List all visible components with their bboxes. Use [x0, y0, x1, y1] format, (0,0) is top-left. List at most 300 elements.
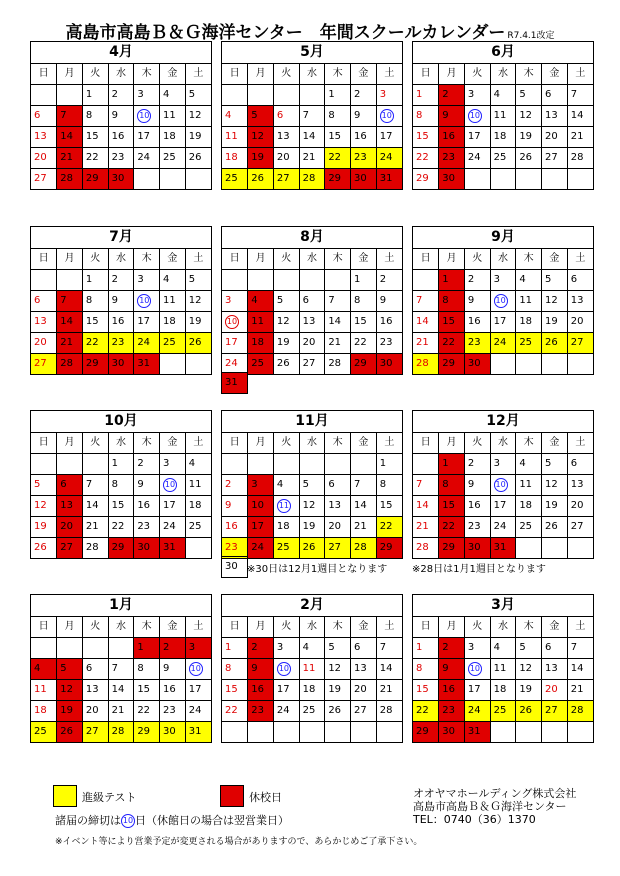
day-cell: 19	[31, 517, 57, 538]
day-cell	[567, 169, 593, 190]
weekday-header: 火	[273, 617, 299, 638]
day-cell	[299, 722, 325, 743]
day-cell: 4	[490, 85, 516, 106]
weekday-header: 金	[160, 249, 186, 270]
day-cell: 13	[299, 312, 325, 333]
day-cell: 3	[134, 270, 160, 291]
day-cell: 2	[439, 85, 465, 106]
day-cell: 3	[490, 454, 516, 475]
month-header: 3月	[413, 595, 593, 617]
day-cell: 8	[439, 475, 465, 496]
day-cell: 29	[413, 169, 439, 190]
weekday-header: 木	[325, 249, 351, 270]
day-cell: 20	[273, 148, 299, 169]
day-cell: 17	[464, 127, 490, 148]
day-cell	[160, 354, 186, 375]
day-cell: 22	[82, 148, 108, 169]
day-cell: 1	[413, 638, 439, 659]
day-cell	[31, 85, 57, 106]
day-cell	[185, 538, 211, 559]
day-cell: 16	[439, 680, 465, 701]
day-cell: 1	[376, 454, 402, 475]
day-cell: 7	[325, 291, 351, 312]
day-cell: 8	[82, 106, 108, 127]
weekday-header: 土	[376, 64, 402, 85]
day-cell: 8	[351, 291, 377, 312]
month-calendar	[221, 594, 403, 743]
day-cell: 27	[567, 333, 593, 354]
day-cell: 7	[299, 106, 325, 127]
weekday-header: 火	[273, 249, 299, 270]
day-cell: 8	[413, 659, 439, 680]
weekday-header: 金	[160, 617, 186, 638]
day-cell	[82, 638, 108, 659]
day-cell	[490, 475, 516, 496]
day-cell: 20	[299, 333, 325, 354]
day-cell: 13	[57, 496, 83, 517]
day-cell: 5	[542, 454, 568, 475]
day-cell: 2	[248, 638, 274, 659]
weekday-header: 土	[376, 249, 402, 270]
day-cell: 23	[376, 333, 402, 354]
deadline-prefix: 諸届の締切は	[55, 814, 121, 827]
day-cell	[299, 85, 325, 106]
company-info	[413, 787, 576, 826]
day-cell: 13	[31, 312, 57, 333]
day-cell: 23	[439, 701, 465, 722]
day-cell: 1	[82, 270, 108, 291]
weekday-header: 土	[185, 64, 211, 85]
day-cell: 14	[376, 659, 402, 680]
month-calendar	[412, 410, 594, 559]
day-cell: 27	[82, 722, 108, 743]
day-cell: 22	[325, 148, 351, 169]
weekday-header: 水	[490, 433, 516, 454]
day-cell: 24	[490, 517, 516, 538]
weekday-header: 木	[516, 617, 542, 638]
day-cell: 9	[464, 475, 490, 496]
day-cell: 19	[542, 312, 568, 333]
weekday-header: 月	[248, 433, 274, 454]
day-cell	[490, 722, 516, 743]
day-cell: 21	[82, 517, 108, 538]
day-cell: 9	[464, 291, 490, 312]
day-cell: 13	[542, 106, 568, 127]
day-cell	[464, 106, 490, 127]
day-cell: 14	[413, 496, 439, 517]
day-cell: 22	[413, 701, 439, 722]
month-calendar	[221, 226, 403, 375]
day-cell: 12	[542, 475, 568, 496]
day-cell	[413, 454, 439, 475]
day-cell: 11	[222, 127, 248, 148]
weekday-header: 土	[567, 249, 593, 270]
day-cell: 21	[299, 148, 325, 169]
day-cell: 18	[222, 148, 248, 169]
day-cell: 6	[273, 106, 299, 127]
day-cell: 29	[82, 354, 108, 375]
day-cell: 1	[413, 85, 439, 106]
day-cell: 8	[413, 106, 439, 127]
day-cell: 26	[185, 333, 211, 354]
day-cell: 14	[351, 496, 377, 517]
weekday-header: 火	[464, 433, 490, 454]
day-cell: 25	[490, 148, 516, 169]
day-cell: 12	[273, 312, 299, 333]
day-cell	[516, 169, 542, 190]
day-cell	[222, 312, 248, 333]
day-cell	[464, 169, 490, 190]
day-cell: 2	[108, 85, 134, 106]
day-cell: 24	[222, 354, 248, 375]
day-cell: 13	[567, 291, 593, 312]
day-cell: 2	[439, 638, 465, 659]
day-cell: 17	[464, 680, 490, 701]
day-cell: 19	[299, 517, 325, 538]
day-cell: 8	[439, 291, 465, 312]
day-cell: 3	[160, 454, 186, 475]
day-cell: 14	[325, 312, 351, 333]
month-header: 9月	[413, 227, 593, 249]
day-cell	[376, 722, 402, 743]
deadline-day-circle: 10	[494, 478, 508, 492]
day-cell: 18	[299, 680, 325, 701]
day-cell: 17	[490, 496, 516, 517]
day-cell: 4	[273, 475, 299, 496]
day-cell: 14	[57, 127, 83, 148]
day-cell: 11	[516, 291, 542, 312]
weekday-header: 金	[351, 617, 377, 638]
day-cell: 5	[516, 638, 542, 659]
deadline-note	[55, 812, 289, 828]
day-cell: 10	[248, 496, 274, 517]
month-header: 2月	[222, 595, 402, 617]
day-cell: 24	[185, 701, 211, 722]
day-cell	[185, 169, 211, 190]
month-calendar	[30, 226, 212, 375]
weekday-header: 火	[464, 64, 490, 85]
day-cell: 9	[439, 106, 465, 127]
day-cell	[222, 85, 248, 106]
weekday-header: 月	[248, 64, 274, 85]
month-header: 1月	[31, 595, 211, 617]
day-cell: 4	[185, 454, 211, 475]
day-cell: 21	[57, 333, 83, 354]
day-cell: 4	[490, 638, 516, 659]
day-cell	[542, 722, 568, 743]
day-cell: 23	[108, 333, 134, 354]
day-cell: 26	[57, 722, 83, 743]
day-cell: 1	[82, 85, 108, 106]
day-cell: 16	[248, 680, 274, 701]
day-cell: 12	[516, 659, 542, 680]
day-cell: 11	[490, 106, 516, 127]
day-cell: 3	[273, 638, 299, 659]
weekday-header: 土	[376, 433, 402, 454]
day-cell: 29	[413, 722, 439, 743]
day-cell	[57, 638, 83, 659]
day-cell: 31	[160, 538, 186, 559]
day-cell: 4	[299, 638, 325, 659]
deadline-day-circle: 10	[189, 662, 203, 676]
day-cell: 1	[108, 454, 134, 475]
day-cell: 14	[57, 312, 83, 333]
weekday-header: 火	[273, 64, 299, 85]
day-cell: 17	[222, 333, 248, 354]
day-cell: 6	[542, 85, 568, 106]
test-legend-label: 進級テスト	[82, 791, 137, 804]
day-cell: 24	[134, 148, 160, 169]
day-cell: 19	[325, 680, 351, 701]
day-cell: 24	[248, 538, 274, 559]
day-cell: 2	[351, 85, 377, 106]
day-cell: 18	[490, 127, 516, 148]
weekday-header: 水	[490, 249, 516, 270]
day-cell: 5	[299, 475, 325, 496]
day-cell: 2	[108, 270, 134, 291]
day-cell: 31	[185, 722, 211, 743]
weekday-header: 木	[134, 64, 160, 85]
day-cell	[31, 638, 57, 659]
day-cell: 13	[567, 475, 593, 496]
day-cell: 11	[160, 106, 186, 127]
day-cell: 1	[439, 454, 465, 475]
day-cell: 9	[376, 291, 402, 312]
day-cell: 14	[567, 659, 593, 680]
day-cell	[325, 454, 351, 475]
weekday-header: 火	[82, 64, 108, 85]
day-cell: 12	[299, 496, 325, 517]
weekday-header: 水	[299, 433, 325, 454]
day-cell	[273, 85, 299, 106]
day-cell: 19	[516, 127, 542, 148]
day-cell: 26	[248, 169, 274, 190]
day-cell: 19	[542, 496, 568, 517]
day-cell: 7	[413, 475, 439, 496]
day-cell: 18	[185, 496, 211, 517]
day-cell: 28	[567, 701, 593, 722]
day-cell: 16	[464, 312, 490, 333]
day-cell: 18	[31, 701, 57, 722]
day-cell: 24	[464, 148, 490, 169]
page-title	[0, 18, 620, 43]
day-cell: 31	[134, 354, 160, 375]
day-cell: 20	[567, 312, 593, 333]
day-cell	[490, 169, 516, 190]
deadline-circled-day: 10	[121, 814, 135, 828]
day-cell: 16	[222, 517, 248, 538]
day-cell: 22	[413, 148, 439, 169]
day-cell	[273, 659, 299, 680]
day-cell: 2	[222, 475, 248, 496]
day-cell: 27	[31, 354, 57, 375]
day-cell: 5	[542, 270, 568, 291]
weekday-header: 月	[57, 64, 83, 85]
day-cell: 21	[57, 148, 83, 169]
day-cell: 19	[57, 701, 83, 722]
day-cell: 5	[273, 291, 299, 312]
day-cell: 28	[82, 538, 108, 559]
month-header: 6月	[413, 42, 593, 64]
day-cell: 22	[351, 333, 377, 354]
day-cell: 19	[185, 312, 211, 333]
weekday-header: 日	[413, 617, 439, 638]
day-cell: 28	[567, 148, 593, 169]
day-cell: 17	[248, 517, 274, 538]
day-cell	[222, 454, 248, 475]
day-cell: 6	[567, 454, 593, 475]
day-cell: 9	[134, 475, 160, 496]
day-cell: 17	[134, 312, 160, 333]
day-cell	[299, 270, 325, 291]
day-cell: 26	[325, 701, 351, 722]
day-cell: 4	[516, 454, 542, 475]
day-cell: 22	[376, 517, 402, 538]
weekday-header: 木	[516, 433, 542, 454]
day-cell: 23	[248, 701, 274, 722]
day-cell: 1	[134, 638, 160, 659]
day-cell: 16	[351, 127, 377, 148]
day-cell: 24	[376, 148, 402, 169]
center-name: 高島市高島Ｂ＆Ｇ海洋センター	[413, 800, 567, 813]
deadline-day-circle: 10	[494, 294, 508, 308]
day-cell: 21	[413, 333, 439, 354]
day-cell: 27	[542, 148, 568, 169]
day-cell	[567, 538, 593, 559]
day-cell: 1	[439, 270, 465, 291]
day-cell: 26	[31, 538, 57, 559]
weekday-header: 金	[351, 249, 377, 270]
day-cell: 20	[31, 148, 57, 169]
weekday-header: 日	[413, 433, 439, 454]
day-cell: 20	[325, 517, 351, 538]
weekday-header: 月	[439, 64, 465, 85]
weekday-header: 水	[299, 249, 325, 270]
day-cell: 29	[439, 538, 465, 559]
day-cell: 21	[108, 701, 134, 722]
day-cell: 28	[376, 701, 402, 722]
day-cell: 11	[160, 291, 186, 312]
day-cell: 5	[57, 659, 83, 680]
day-cell: 25	[160, 148, 186, 169]
day-cell: 27	[567, 517, 593, 538]
day-cell: 7	[376, 638, 402, 659]
day-cell: 12	[516, 106, 542, 127]
day-cell: 3	[222, 291, 248, 312]
weekday-header: 木	[325, 64, 351, 85]
day-cell: 20	[31, 333, 57, 354]
day-cell: 23	[439, 148, 465, 169]
day-cell	[248, 454, 274, 475]
day-cell: 30	[464, 538, 490, 559]
day-cell: 15	[82, 127, 108, 148]
day-cell: 8	[222, 659, 248, 680]
month-calendar	[412, 226, 594, 375]
day-cell: 14	[299, 127, 325, 148]
day-cell: 29	[82, 169, 108, 190]
day-cell: 15	[439, 312, 465, 333]
month-calendar	[30, 41, 212, 190]
day-cell: 15	[325, 127, 351, 148]
day-cell: 29	[351, 354, 377, 375]
day-cell: 9	[351, 106, 377, 127]
day-cell: 15	[413, 680, 439, 701]
day-cell	[82, 454, 108, 475]
weekday-header: 月	[439, 249, 465, 270]
company-tel: TEL：0740（36）1370	[413, 813, 536, 826]
month-calendar	[412, 41, 594, 190]
day-cell: 16	[160, 680, 186, 701]
day-cell	[108, 638, 134, 659]
day-cell: 26	[542, 517, 568, 538]
day-cell: 12	[542, 291, 568, 312]
weekday-header: 日	[222, 617, 248, 638]
day-cell: 6	[351, 638, 377, 659]
day-cell: 2	[134, 454, 160, 475]
day-cell: 11	[516, 475, 542, 496]
day-cell: 9	[439, 659, 465, 680]
day-cell: 25	[248, 354, 274, 375]
day-cell: 29	[376, 538, 402, 559]
day-cell: 29	[325, 169, 351, 190]
day-cell: 23	[160, 701, 186, 722]
day-cell: 6	[57, 475, 83, 496]
month-header: 8月	[222, 227, 402, 249]
weekday-header: 月	[439, 433, 465, 454]
day-cell	[248, 85, 274, 106]
day-cell: 27	[31, 169, 57, 190]
day-cell: 11	[31, 680, 57, 701]
day-cell: 28	[413, 354, 439, 375]
day-cell: 26	[542, 333, 568, 354]
weekday-header: 火	[82, 433, 108, 454]
day-cell: 14	[567, 106, 593, 127]
day-cell: 26	[516, 148, 542, 169]
day-cell: 30	[376, 354, 402, 375]
deadline-day-circle: 10	[137, 294, 151, 308]
weekday-header: 火	[82, 249, 108, 270]
overflow-day-cell: 31	[221, 372, 248, 394]
day-cell: 25	[273, 538, 299, 559]
day-cell: 23	[134, 517, 160, 538]
month-note: ※30日は12月1週目となります	[247, 564, 388, 575]
month-header: 4月	[31, 42, 211, 64]
weekday-header: 水	[299, 64, 325, 85]
day-cell	[516, 354, 542, 375]
day-cell	[134, 291, 160, 312]
day-cell: 8	[134, 659, 160, 680]
day-cell: 24	[464, 701, 490, 722]
weekday-header: 日	[31, 433, 57, 454]
weekday-header: 水	[108, 64, 134, 85]
day-cell: 15	[108, 496, 134, 517]
day-cell: 22	[222, 701, 248, 722]
day-cell: 1	[222, 638, 248, 659]
day-cell: 6	[567, 270, 593, 291]
day-cell: 7	[108, 659, 134, 680]
month-calendar	[30, 594, 212, 743]
day-cell: 28	[351, 538, 377, 559]
weekday-header: 木	[325, 433, 351, 454]
day-cell: 27	[57, 538, 83, 559]
day-cell: 15	[351, 312, 377, 333]
day-cell: 7	[567, 85, 593, 106]
day-cell: 30	[134, 538, 160, 559]
day-cell	[413, 270, 439, 291]
day-cell: 16	[439, 127, 465, 148]
day-cell: 20	[542, 680, 568, 701]
day-cell	[31, 454, 57, 475]
